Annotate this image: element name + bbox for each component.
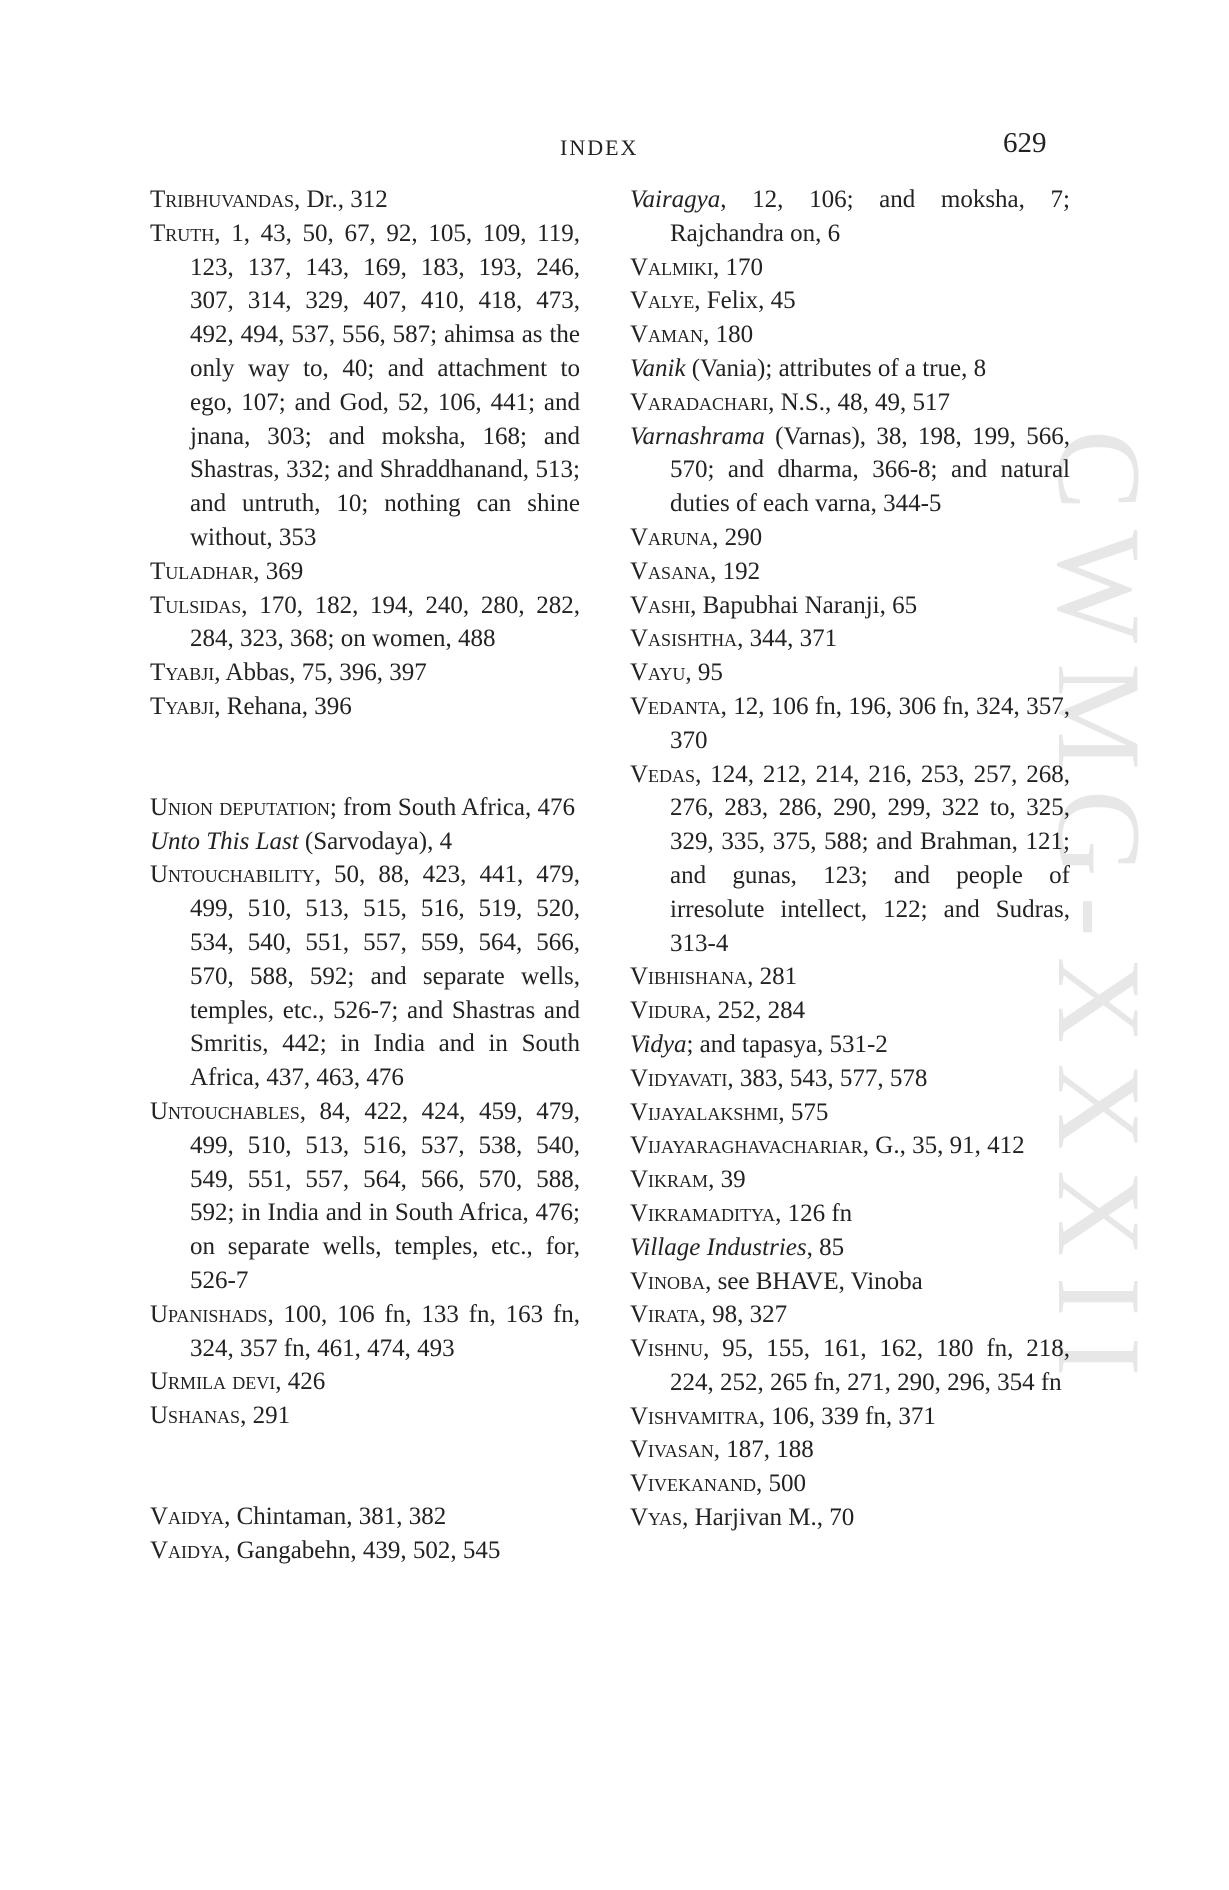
entry-heading: Varnashrama [630,422,765,450]
entry-references: , 170 [713,253,764,281]
entry-references: , 98, 327 [699,1301,788,1329]
index-entry [630,994,1070,1028]
index-entry [630,1231,1070,1265]
entry-heading: Union deputation [150,793,330,821]
index-entry [150,656,580,690]
index-entry [150,825,580,859]
index-entry [150,858,580,1095]
index-entry [150,555,580,589]
entry-references: , Bapubhai Naranji, 65 [690,591,918,619]
entry-heading: Ushanas [150,1402,241,1430]
index-entry [630,1028,1070,1062]
index-entry [150,690,580,724]
entry-heading: Untouchables [150,1097,300,1125]
entry-references: (Varnas), 38, 198, 199, 566, 570; and dharma, 366-8; and natural duties of each varna, 344-5 [670,422,1070,518]
entry-references: , 252, 284 [705,997,806,1025]
index-entry [150,1399,580,1433]
entry-heading: Vijayaraghavachariar [630,1132,863,1160]
entry-heading: Tribhuvandas [150,186,294,213]
running-head: INDEX [560,135,639,160]
entry-references: , 575 [778,1098,829,1126]
entry-heading: Village Industries [630,1233,807,1261]
entry-references: , 84, 422, 424, 459, 479, 499, 510, 513, 516, 537, 538, 540, 549, 551, 557, 564, 566, 570, 588, 592; in India and in South Africa, 476; on separate wells, temples, etc., for, 526-7 [190,1097,580,1294]
entry-references: ; from South Africa, 476 [329,793,575,821]
entry-references: , Gangabehn, 439, 502, 545 [224,1536,501,1564]
entry-heading: Vanik [630,354,686,382]
entry-references: , 106, 339 fn, 371 [758,1402,936,1430]
entry-heading: Vikramaditya [630,1199,776,1227]
entry-references: , 426 [275,1368,326,1396]
entry-heading: Vaidya [150,1502,225,1530]
index-entry [630,1197,1070,1231]
entry-heading: Vashi [630,591,691,619]
index-entry [150,1365,580,1399]
index-entry [150,183,580,217]
entry-references: , 187, 188 [713,1436,814,1464]
entry-heading: Vivasan [630,1436,714,1464]
index-entry [630,1265,1070,1299]
entry-heading: Vishnu [630,1335,704,1363]
entry-heading: Truth [150,219,215,247]
entry-heading: Tulsidas [150,591,242,619]
index-entry [630,1467,1070,1501]
index-entry [630,555,1070,589]
index-entry [630,318,1070,352]
entry-heading: Vishvamitra [630,1402,759,1430]
entry-references: , Chintaman, 381, 382 [224,1502,447,1530]
index-entry [630,1062,1070,1096]
entry-heading: Vaidya [150,1536,225,1564]
index-entry [150,791,580,825]
index-entry [630,1501,1070,1535]
index-entry [630,622,1070,656]
watermark: CWMG-XXXII [1033,430,1166,1397]
index-entry [150,589,580,657]
entry-references: , N.S., 48, 49, 517 [768,388,951,416]
index-entry [630,284,1070,318]
entry-references: , Dr., 312 [293,186,388,213]
entry-references: , 39 [708,1166,746,1194]
index-entry [630,656,1070,690]
index-section-gap [150,1433,580,1500]
entry-heading: Vyas [630,1504,683,1532]
entry-references: , 1, 43, 50, 67, 92, 105, 109, 119, 123, 137, 143, 169, 183, 193, 246, 307, 314, 329, 407, 410, 418, 473, 492, 494, 537, 556, 587; ahimsa as the only way to, 40; and attachment to ego, 107; and God, 52, 106, 441; and jnana, 303; and moksha, 168; and Shastras, 332; and Shraddhanand, 513; and untruth, 10; nothing can shine without, 353 [190,219,580,551]
index-entry [630,589,1070,623]
entry-heading: Virata [630,1301,700,1329]
entry-references: , 291 [240,1402,291,1430]
index-entry [630,352,1070,386]
entry-references: , 344, 371 [737,625,838,653]
index-entry [150,217,580,555]
entry-heading: Upanishads [150,1300,268,1328]
entry-heading: Tyabji [150,692,215,720]
page-number: 629 [1003,127,1047,159]
index-entry [150,1534,580,1568]
entry-heading: Tuladhar [150,557,254,585]
entry-heading: Urmila devi [150,1368,276,1396]
index-entry [630,1332,1070,1400]
entry-references: , 12, 106; and moksha, 7; Rajchandra on, 6 [670,186,1070,247]
entry-heading: Untouchability [150,861,315,889]
index-entry [630,1400,1070,1434]
entry-references: , 290 [712,523,763,551]
index-entry [630,521,1070,555]
entry-references: , 85 [806,1233,845,1261]
entry-references: , 192 [710,557,761,585]
index-entry [630,420,1070,521]
index-entry [630,1129,1070,1163]
entry-heading: Vikram [630,1166,709,1194]
index-column-right [630,183,1070,1535]
entry-references: , 95 [685,659,723,687]
index-entry [630,960,1070,994]
entry-heading: Vasana [630,557,711,585]
entry-heading: Vivekanand [630,1470,757,1498]
entry-heading: Varadachari [630,388,769,416]
entry-references: (Vania); attributes of a true, 8 [685,354,987,382]
entry-heading: Vedanta [630,692,721,720]
entry-references: , 124, 212, 214, 216, 253, 257, 268, 276, 283, 286, 290, 299, 322 to, 325, 329, 335, 375, 588; and Brahman, 121; and gunas, 123; and people of irresolute intellect, 122; and Sudras, 313-4 [670,760,1070,957]
index-entry [630,386,1070,420]
entry-references: , 170, 182, 194, 240, 280, 282, 284, 323, 368; on women, 488 [190,591,580,653]
index-entry [150,1095,580,1298]
entry-references: ; and tapasya, 531-2 [686,1030,888,1058]
entry-references: , 281 [747,963,798,991]
index-entry [630,1163,1070,1197]
entry-heading: Vayu [630,659,686,687]
index-entry [150,1500,580,1534]
entry-references: , 180 [703,321,754,349]
entry-references: , 126 fn [775,1199,853,1227]
index-entry [630,758,1070,961]
entry-heading: Vibhishana [630,963,748,991]
index-entry [630,690,1070,758]
entry-references: , Harjivan M., 70 [682,1504,855,1532]
entry-references: , 95, 155, 161, 162, 180 fn, 218, 224, 252, 265 fn, 271, 290, 296, 354 fn [670,1335,1070,1396]
index-entry [630,251,1070,285]
entry-heading: Vasishtha [630,625,738,653]
entry-heading: Vidura [630,997,706,1025]
entry-heading: Vairagya [630,186,721,213]
entry-references: , Rehana, 396 [214,692,352,720]
entry-heading: Vaman [630,321,704,349]
entry-references: , Abbas, 75, 396, 397 [214,659,427,687]
index-column-left [150,183,580,1567]
entry-heading: Vinoba [630,1267,706,1295]
index-entry [630,1096,1070,1130]
index-entry [630,1298,1070,1332]
entry-heading: Varuna [630,523,713,551]
entry-heading: Vijayalakshmi [630,1098,779,1126]
entry-references: , 50, 88, 423, 441, 479, 499, 510, 513, 515, 516, 519, 520, 534, 540, 551, 557, 559, 564, 566, 570, 588, 592; and separate wells, temples, etc., 526-7; and Shastras and Smritis, 442; in India and in South Africa, 437, 463, 476 [190,861,580,1092]
entry-heading: Vidyavati [630,1064,728,1092]
index-section-gap [150,724,580,791]
entry-references: , Felix, 45 [694,287,796,315]
entry-heading: Tyabji [150,659,215,687]
entry-heading: Unto This Last [150,827,299,855]
entry-references: , 369 [253,557,304,585]
entry-heading: Valye [630,287,695,315]
entry-heading: Valmiki [630,253,714,281]
index-entry [630,1433,1070,1467]
entry-references: , 383, 543, 577, 578 [727,1064,928,1092]
entry-heading: Vedas [630,760,696,788]
entry-references: , 500 [756,1470,807,1498]
entry-references: , 100, 106 fn, 133 fn, 163 fn, 324, 357 fn, 461, 474, 493 [190,1300,580,1362]
entry-references: , 12, 106 fn, 196, 306 fn, 324, 357, 370 [670,692,1070,754]
entry-references: , see BHAVE, Vinoba [705,1267,923,1295]
index-entry [150,1298,580,1366]
entry-heading: Vidya [630,1030,687,1058]
index-entry [630,183,1070,251]
entry-references: (Sarvodaya), 4 [298,827,453,855]
entry-references: , G., 35, 91, 412 [862,1132,1025,1160]
